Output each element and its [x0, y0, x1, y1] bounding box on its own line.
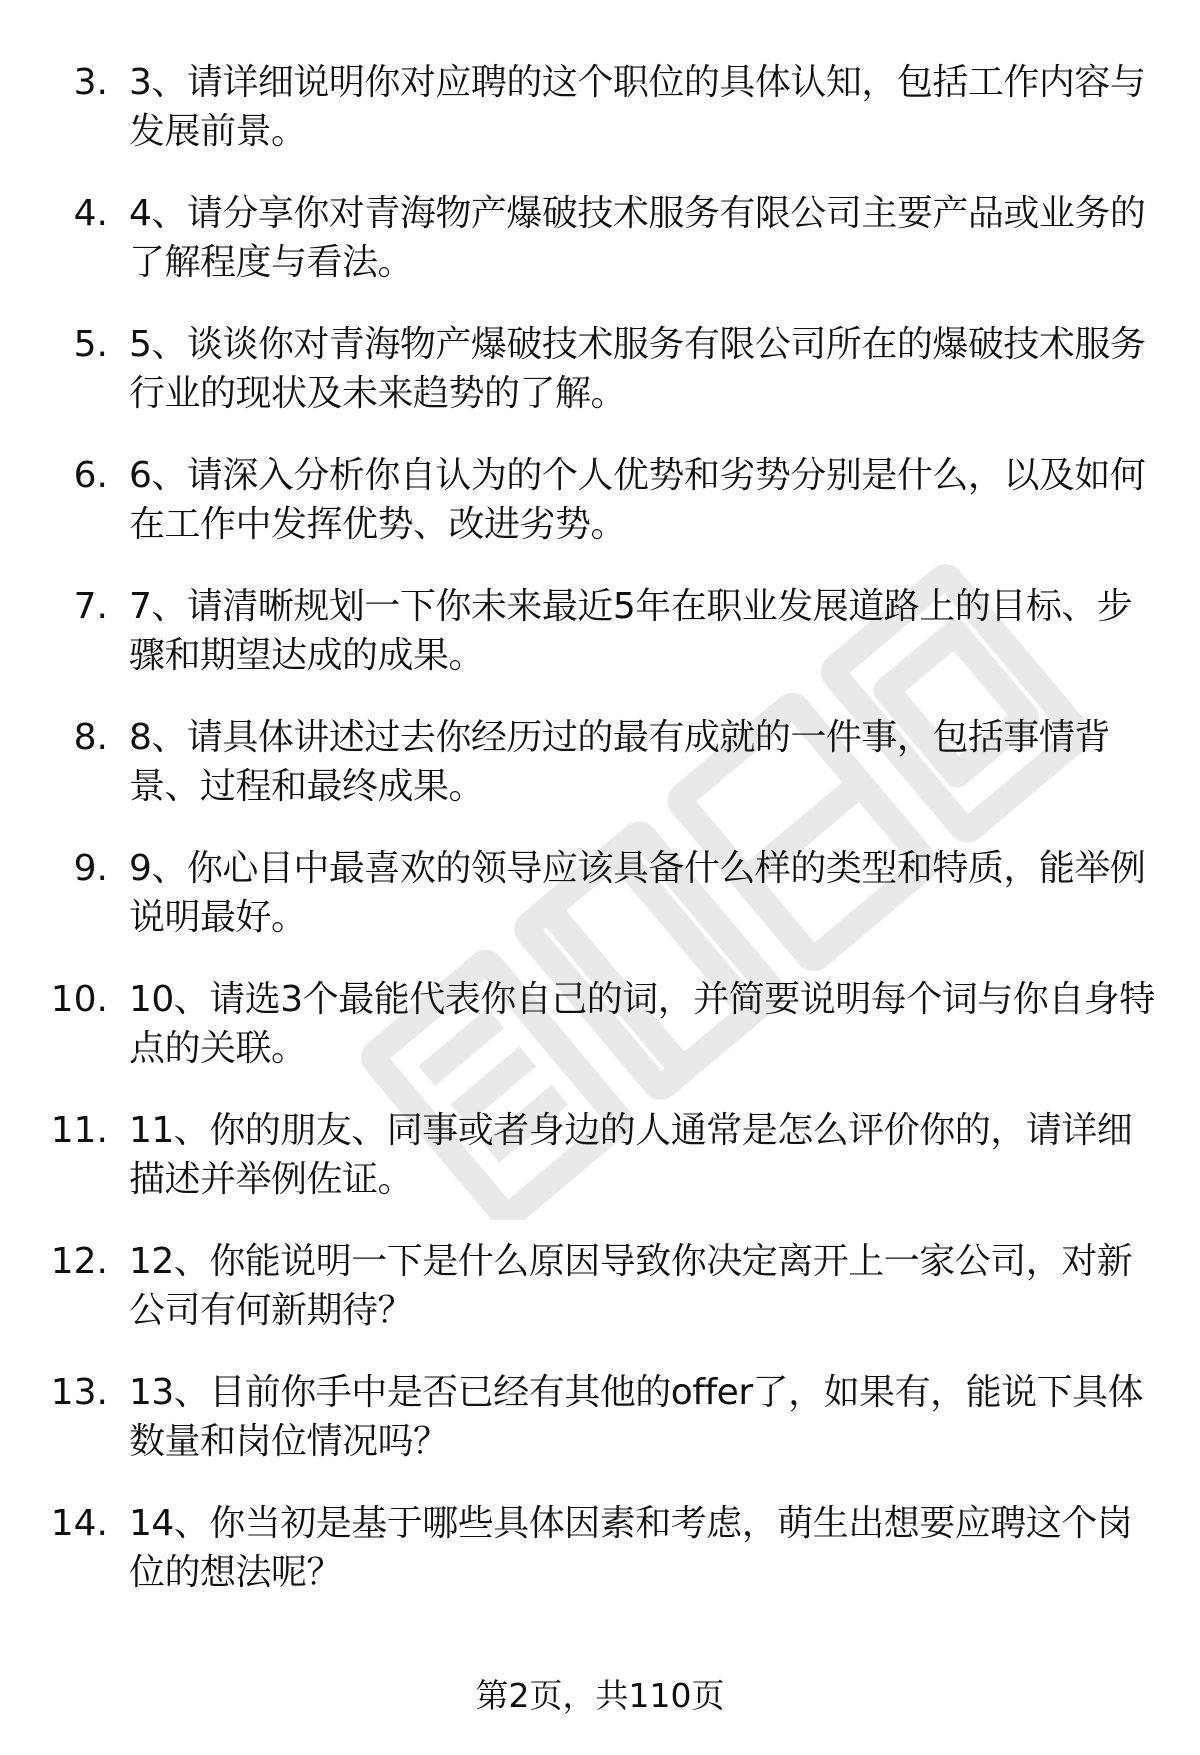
- question-number: 7.: [73, 586, 108, 627]
- question-number: 12.: [50, 1241, 108, 1282]
- question-number: 6.: [73, 455, 108, 496]
- question-number: 9.: [73, 848, 108, 889]
- question-number: 4.: [73, 193, 108, 234]
- page-footer: 第2页，共110页: [475, 1676, 725, 1715]
- question-item: [0, 713, 1200, 844]
- question-item: [0, 582, 1200, 713]
- question-text: 6、请深入分析你自认为的个人优势和劣势分别是什么，以及如何在工作中发挥优势、改进劣势。: [129, 455, 1146, 545]
- question-number: 8.: [73, 717, 108, 758]
- question-text: 9、你心目中最喜欢的领导应该具备什么样的类型和特质，能举例说明最好。: [129, 848, 1146, 938]
- question-text: 7、请清晰规划一下你未来最近5年在职业发展道路上的目标、步骤和期望达成的成果。: [129, 586, 1133, 676]
- question-number: 5.: [73, 324, 108, 365]
- question-text: 3、请详细说明你对应聘的这个职位的具体认知，包括工作内容与发展前景。: [129, 62, 1146, 152]
- question-number: 13.: [50, 1372, 108, 1413]
- question-item: [0, 320, 1200, 451]
- question-item: [0, 975, 1200, 1106]
- question-text: 11、你的朋友、同事或者身边的人通常是怎么评价你的，请详细描述并举例佐证。: [129, 1110, 1133, 1200]
- question-item: [0, 844, 1200, 975]
- question-text: 10、请选3个最能代表你自己的词，并简要说明每个词与你自身特点的关联。: [129, 979, 1155, 1069]
- question-item: [0, 1106, 1200, 1237]
- question-item: [0, 58, 1200, 189]
- question-text: 8、请具体讲述过去你经历过的最有成就的一件事，包括事情背景、过程和最终成果。: [129, 717, 1110, 807]
- question-text: 13、目前你手中是否已经有其他的offer了，如果有，能说下具体数量和岗位情况吗？: [129, 1372, 1144, 1462]
- question-item: [0, 189, 1200, 320]
- question-list: [0, 58, 1200, 1630]
- question-number: 14.: [50, 1503, 108, 1544]
- question-number: 10.: [50, 979, 108, 1020]
- question-item: [0, 1499, 1200, 1630]
- question-number: 11.: [50, 1110, 108, 1151]
- question-item: [0, 1237, 1200, 1368]
- question-text: 5、谈谈你对青海物产爆破技术服务有限公司所在的爆破技术服务行业的现状及未来趋势的了解。: [129, 324, 1146, 414]
- question-text: 14、你当初是基于哪些具体因素和考虑，萌生出想要应聘这个岗位的想法呢？: [129, 1503, 1133, 1593]
- question-text: 4、请分享你对青海物产爆破技术服务有限公司主要产品或业务的了解程度与看法。: [129, 193, 1146, 283]
- question-item: [0, 451, 1200, 582]
- question-number: 3.: [73, 62, 108, 103]
- question-text: 12、你能说明一下是什么原因导致你决定离开上一家公司，对新公司有何新期待？: [129, 1241, 1133, 1331]
- question-item: [0, 1368, 1200, 1499]
